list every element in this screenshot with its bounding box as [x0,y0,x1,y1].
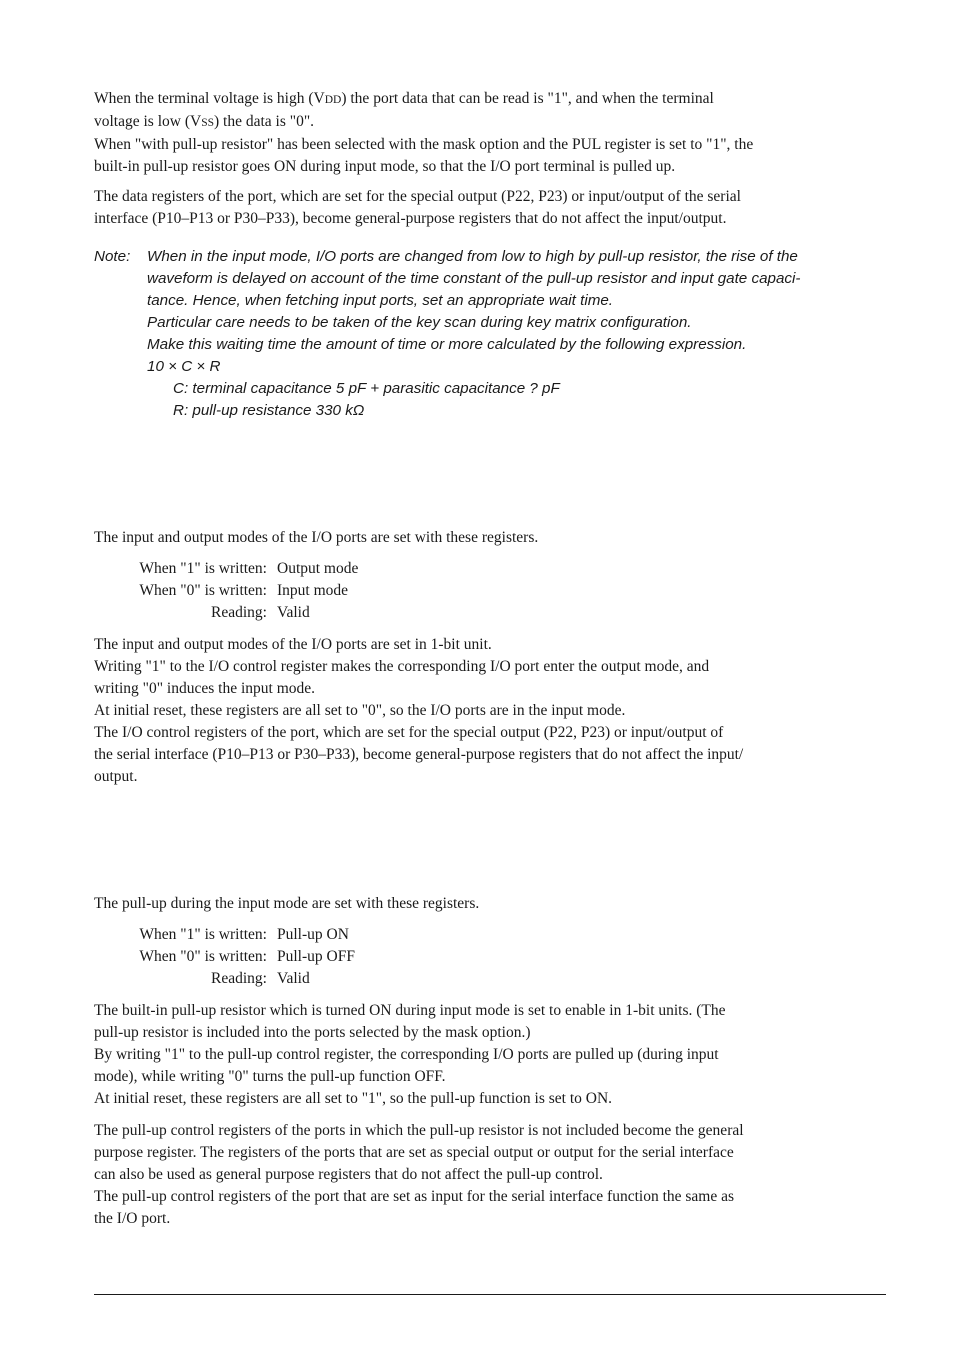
text-line: Writing "1" to the I/O control register makes the corresponding I/O port enter the output mode, and [94,658,710,675]
text-line: the serial interface (P10–P13 or P30–P33), become general-purpose registers that do not affect the input/ [94,746,744,763]
note-formula: 10 × C × R [147,358,221,375]
note-label: Note: [94,248,131,265]
text-line: By writing "1" to the pull-up control register, the corresponding I/O ports are pulled up (during input [94,1046,719,1063]
pul-description-2 [94,1120,889,1230]
note-line: Particular care needs to be taken of the key scan during key matrix configuration. [147,314,692,331]
text-line: The pull-up control registers of the ports in which the pull-up resistor is not included become the general [94,1122,744,1139]
ioc-intro: The input and output modes of the I/O ports are set with these registers. [94,529,539,546]
text-line: voltage is low (VSS) the data is "0". [94,113,315,130]
note-block [94,246,894,426]
note-line: Make this waiting time the amount of time or more calculated by the following expression. [147,336,747,353]
text-line: The data registers of the port, which are set for the special output (P22, P23) or input/output of the serial [94,188,741,205]
note-body [147,246,800,422]
text-line: interface (P10–P13 or P30–P33), become general-purpose registers that do not affect the input/output. [94,210,727,227]
note-line: waveform is delayed on account of the time constant of the pull-up resistor and input gate capaci- [147,270,801,287]
register-row: When "0" is written: Input mode [139,582,349,599]
text-line: purpose register. The registers of the ports that are set as special output or output for the serial interface [94,1144,734,1161]
text-line: The input and output modes of the I/O ports are set in 1-bit unit. [94,636,492,653]
pul-description [94,1000,889,1110]
text-line: The pull-up control registers of the port that are set as input for the serial interface function the same as [94,1188,735,1205]
text-line: The I/O control registers of the port, which are set for the special output (P22, P23) or input/output of [94,724,724,741]
note-line: tance. Hence, when fetching input ports, set an appropriate wait time. [147,292,614,309]
text-line: When "with pull-up resistor" has been selected with the mask option and the PUL register is set to "1", the [94,136,754,153]
text-line: output. [94,768,138,785]
note-line: When in the input mode, I/O ports are changed from low to high by pull-up resistor, the rise of the [147,248,798,265]
text-line: built-in pull-up resistor goes ON during input mode, so that the I/O port terminal is pulled up. [94,158,676,175]
text-line: writing "0" induces the input mode. [94,680,316,697]
text-line: pull-up resistor is included into the ports selected by the mask option.) [94,1024,531,1041]
pul-register-table [94,924,355,990]
text-line: The built-in pull-up resistor which is turned ON during input mode is set to enable in 1-bit units. (The [94,1002,726,1019]
paragraph-port-read [94,88,889,178]
register-row: When "0" is written: Pull-up OFF [139,948,355,965]
ioc-description [94,634,889,788]
text-line: can also be used as general purpose registers that do not affect the pull-up control. [94,1166,603,1183]
note-variable-c: C: terminal capacitance 5 pF + parasitic capacitance ? pF [173,380,560,397]
text-line: At initial reset, these registers are all set to "1", so the pull-up function is set to ON. [94,1090,613,1107]
register-row: Reading: Valid [211,604,310,621]
text-line: mode), while writing "0" turns the pull-up function OFF. [94,1068,446,1085]
register-row: When "1" is written: Pull-up ON [139,926,349,943]
register-row: When "1" is written: Output mode [139,560,359,577]
footer-rule [94,1294,886,1295]
note-variable-r: R: pull-up resistance 330 kΩ [173,402,365,419]
text-line: At initial reset, these registers are all set to "0", so the I/O ports are in the input mode. [94,702,626,719]
pul-intro: The pull-up during the input mode are set with these registers. [94,895,480,912]
paragraph-data-registers [94,186,889,230]
text-line: the I/O port. [94,1210,171,1227]
text-line: When the terminal voltage is high (VDD) the port data that can be read is "1", and when the terminal [94,90,714,107]
ioc-register-table [94,558,358,624]
register-row: Reading: Valid [211,970,310,987]
